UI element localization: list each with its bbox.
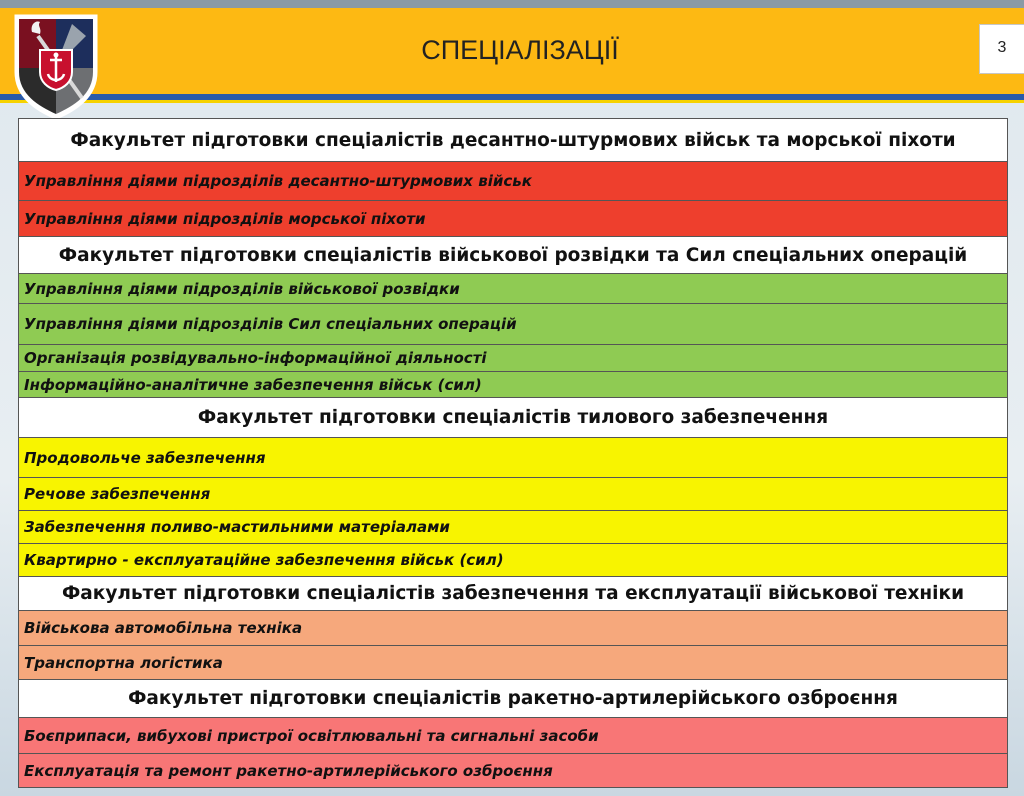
specialization-item: Речове забезпечення [19,478,1007,511]
specialization-item: Транспортна логістика [19,646,1007,680]
specialization-item: Управління діями підрозділів десантно-штурмових військ [19,162,1007,201]
specialization-item: Управління діями підрозділів військової розвідки [19,274,1007,304]
faculty-header-vehicles: Факультет підготовки спеціалістів забезпечення та експлуатації військової техніки [19,577,1007,611]
page-title: СПЕЦІАЛІЗАЦІЇ [421,35,619,65]
specialization-item: Управління діями підрозділів Сил спеціальних операцій [19,304,1007,345]
specialization-item: Забезпечення поливо-мастильними матеріалами [19,511,1007,544]
specialization-item: Квартирно - експлуатаційне забезпечення військ (сил) [19,544,1007,577]
flag-stripe-yellow [0,100,1024,103]
top-strip [0,0,1024,8]
specialization-item: Організація розвідувально-інформаційної діяльності [19,345,1007,372]
faculty-header-airborne: Факультет підготовки спеціалістів десантно-штурмових військ та морської піхоти [19,119,1007,162]
faculty-header-artillery: Факультет підготовки спеціалістів ракетно-артилерійського озброєння [19,680,1007,718]
specializations-table [18,118,1008,788]
page-number: 3 [979,24,1024,74]
faculty-header-logistics: Факультет підготовки спеціалістів тилового забезпечення [19,398,1007,438]
specialization-item: Продовольче забезпечення [19,438,1007,478]
military-academy-emblem-icon [10,10,102,120]
specialization-item: Експлуатація та ремонт ракетно-артилерійського озброєння [19,754,1007,788]
specialization-item: Боєприпаси, вибухові пристрої освітлювальні та сигнальні засоби [19,718,1007,754]
faculty-header-intelligence: Факультет підготовки спеціалістів військової розвідки та Сил спеціальних операцій [19,237,1007,274]
specialization-item: Інформаційно-аналітичне забезпечення військ (сил) [19,372,1007,398]
specialization-item: Управління діями підрозділів морської піхоти [19,201,1007,237]
specialization-item: Військова автомобільна техніка [19,611,1007,646]
